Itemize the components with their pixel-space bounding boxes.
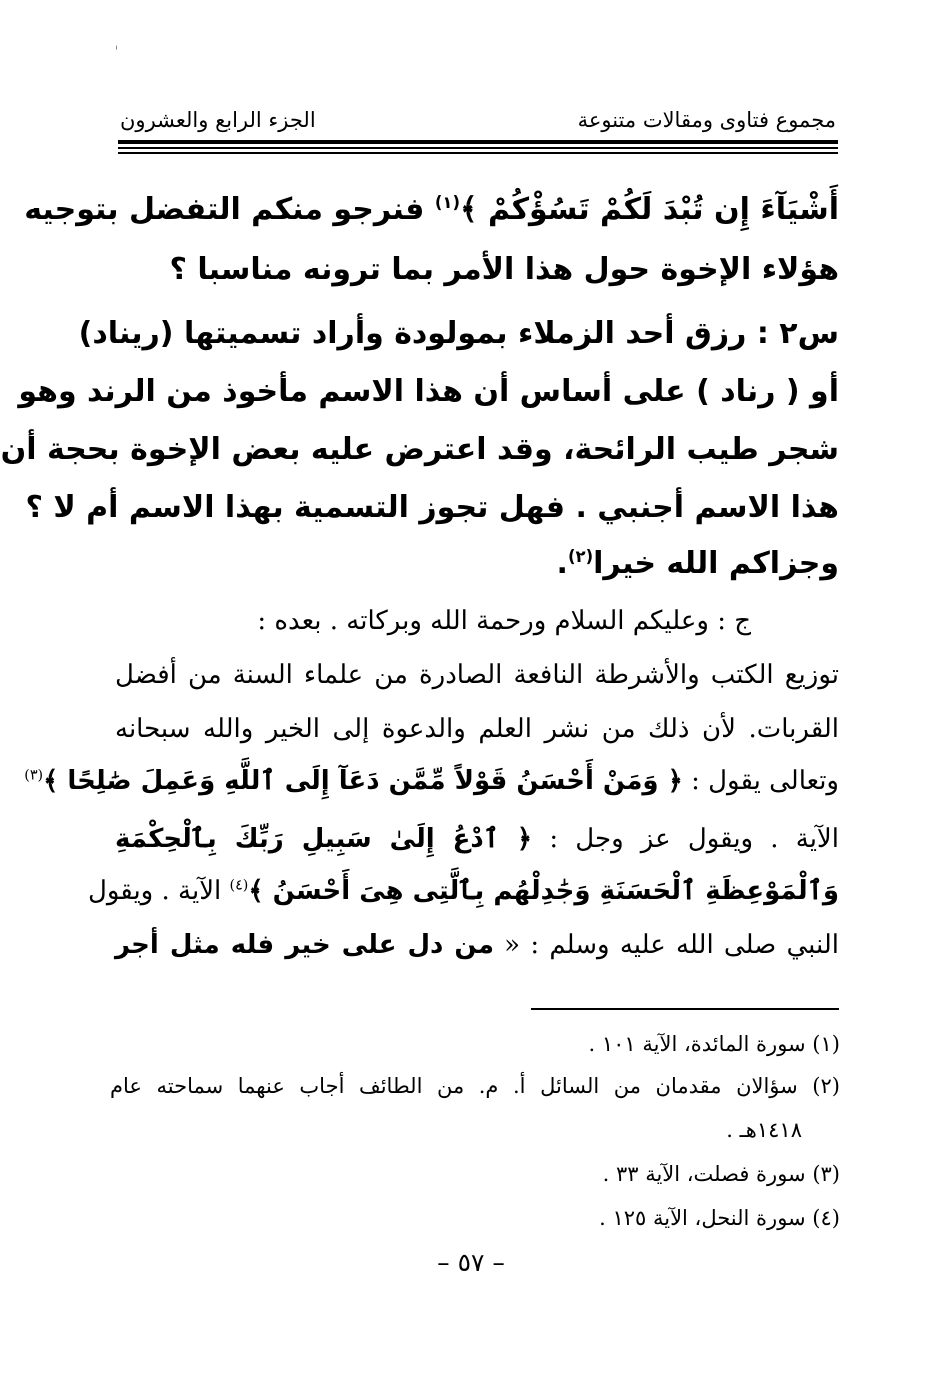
text-line: هؤلاء الإخوة حول هذا الأمر بما ترونه مناسبا ؟ [169,252,839,287]
line-text: فنرجو منكم التفضل بتوجيه [24,192,435,227]
quran-verse: ﴿ وَمَنْ أَحْسَنُ قَوْلاً مِّمَّن دَعَآ إِلَى ٱللَّهِ وَعَمِلَ صَٰلِحًا ﴾ [43,766,683,796]
line-text: وجزاكم الله خيرا [593,546,839,581]
text-line: القربات. لأن ذلك من نشر العلم والدعوة إلى الخير والله سبحانه [115,714,839,744]
footnote-ref: (٢) [567,547,594,566]
hadith-text: من دل على خير فله مثل أجر [115,930,494,960]
text-line: هذا الاسم أجنبي . فهل تجوز التسمية بهذا الاسم أم لا ؟ [25,490,839,525]
text-line [115,546,839,581]
quran-verse: أَشْيَآءَ إِن تُبْدَ لَكُمْ تَسُؤْكُمْ ﴾ [460,192,839,227]
header-rule-thick [118,140,838,144]
footnote: (٢) سؤالان مقدمان من السائل أ. م. من الطائف أجاب عنهما سماحته عام [110,1074,840,1098]
header-rule-thin [118,152,838,154]
footnote-continuation: ١٤١٨هـ . [726,1118,802,1142]
footnote: (٣) سورة فصلت، الآية ٣٣ . [602,1162,840,1186]
line-text: . [556,546,568,581]
line-text: الآية . ويقول [87,876,230,906]
header-volume-title: الجزء الرابع والعشرون [120,108,316,132]
page-number: – ٥٧ – [437,1248,505,1277]
footnote: (١) سورة المائدة، الآية ١٠١ . [588,1032,840,1056]
text-line [24,766,839,796]
footnote-ref: (٤) [229,877,249,894]
text-line: توزيع الكتب والأشرطة النافعة الصادرة من علماء السنة من أفضل [115,660,839,690]
running-header [120,98,836,132]
text-line [87,876,839,906]
line-text: الآية . ويقول عز وجل : [532,824,839,854]
header-series-title: مجموع فتاوى ومقالات متنوعة [577,108,836,132]
line-text: النبي صلى الله عليه وسلم : « [493,930,840,960]
text-line: أو ( رناد ) على أساس أن هذا الاسم مأخوذ من الرند وهو [18,374,839,409]
text-line [24,192,839,227]
quran-verse: ﴿ ٱدْعُ إِلَىٰ سَبِيلِ رَبِّكَ بِٱلْحِكْمَةِ [115,824,533,854]
answer-heading: ج : وعليكم السلام ورحمة الله وبركاته . بعده : [257,606,751,636]
footnote-ref: (١) [434,193,461,212]
line-text: وتعالى يقول : [682,766,839,796]
footnote: (٤) سورة النحل، الآية ١٢٥ . [599,1206,840,1230]
footnote-separator [531,1008,839,1010]
header-rule-thin [118,147,838,149]
text-line: شجر طيب الرائحة، وقد اعترض عليه بعض الإخوة بحجة أن [0,432,839,467]
footnote-ref: (٣) [24,767,44,784]
question-heading: س٢ : رزق أحد الزملاء بمولودة وأراد تسميتها (ريناد) [78,316,839,351]
text-line [115,824,839,854]
text-line [115,930,839,960]
quran-verse: وَٱلْمَوْعِظَةِ ٱلْحَسَنَةِ وَجَٰدِلْهُم بِٱلَّتِى هِىَ أَحْسَنُ ﴾ [248,876,839,906]
